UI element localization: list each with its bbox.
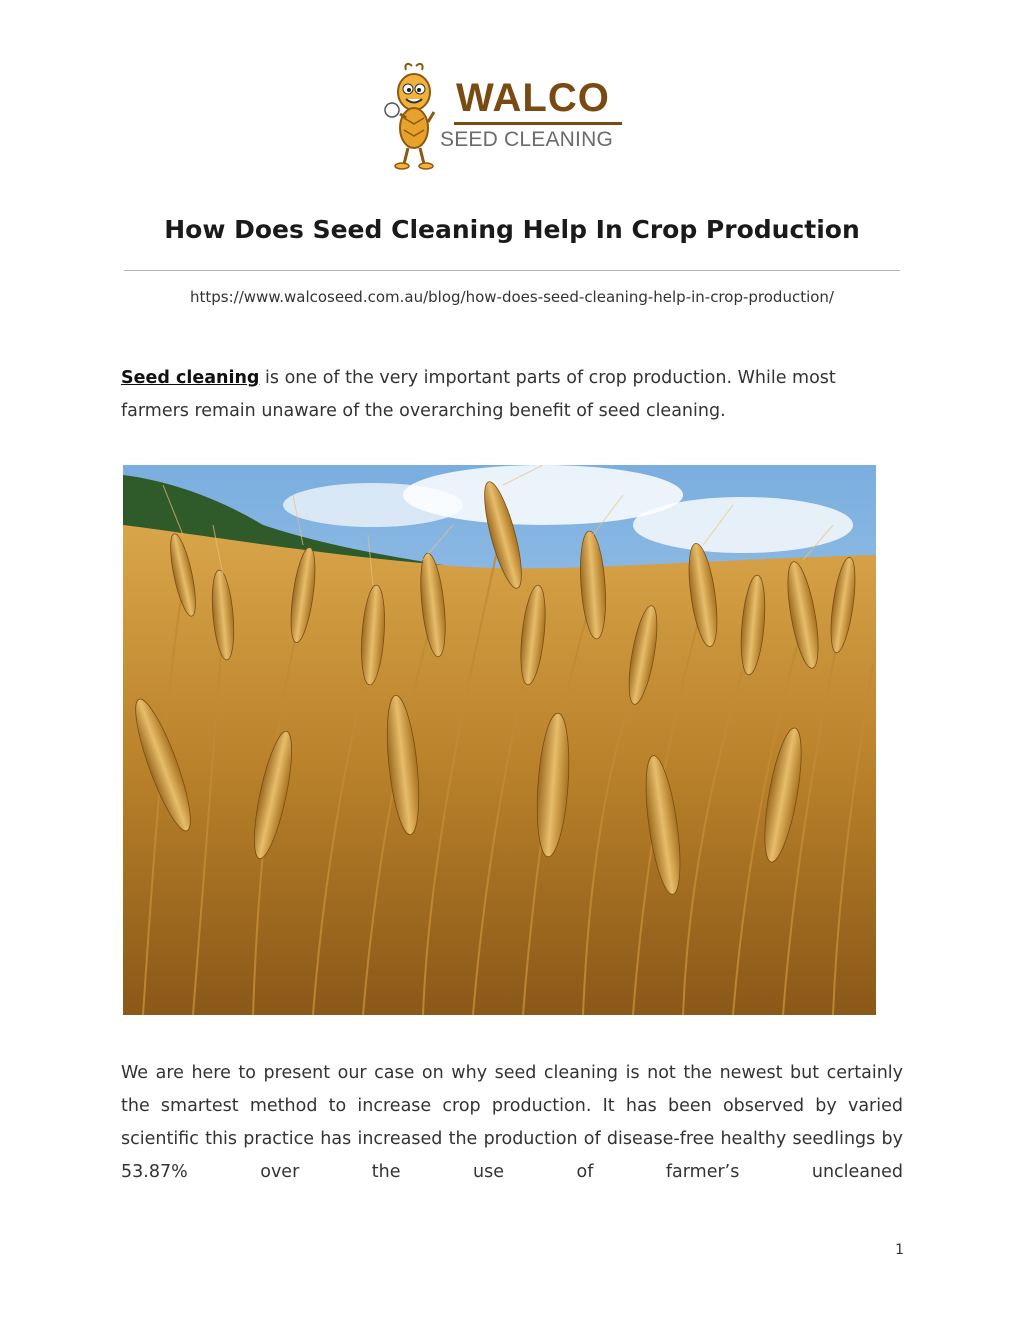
logo-underline (454, 122, 622, 125)
title-divider (124, 270, 900, 271)
intro-text: is one of the very important parts of crop production. While most farmers remain unaware of the overarching benefit of seed cleaning. (121, 368, 836, 421)
source-url[interactable]: https://www.walcoseed.com.au/blog/how-does-seed-cleaning-help-in-crop-production/ (190, 288, 834, 306)
intro-paragraph (121, 362, 903, 428)
page-title: How Does Seed Cleaning Help In Crop Production (164, 215, 860, 244)
wheat-mascot-icon (382, 62, 440, 172)
logo-wordmark (440, 76, 644, 156)
wheat-field-photo (123, 465, 876, 1015)
walco-logo (382, 62, 644, 172)
logo-tagline-text: SEED CLEANING (440, 128, 613, 151)
seed-cleaning-link[interactable]: Seed cleaning (121, 368, 260, 388)
body-paragraph: We are here to present our case on why seed cleaning is not the newest but certainly the smartest method to increase crop production. It has been observed by varied scientific this practice has increased the production of disease-free healthy seedlings by 53.87% over the use of farmer’s uncleaned (121, 1063, 903, 1182)
page-number: 1 (895, 1242, 904, 1258)
logo-brand-text: WALCO (456, 76, 610, 120)
